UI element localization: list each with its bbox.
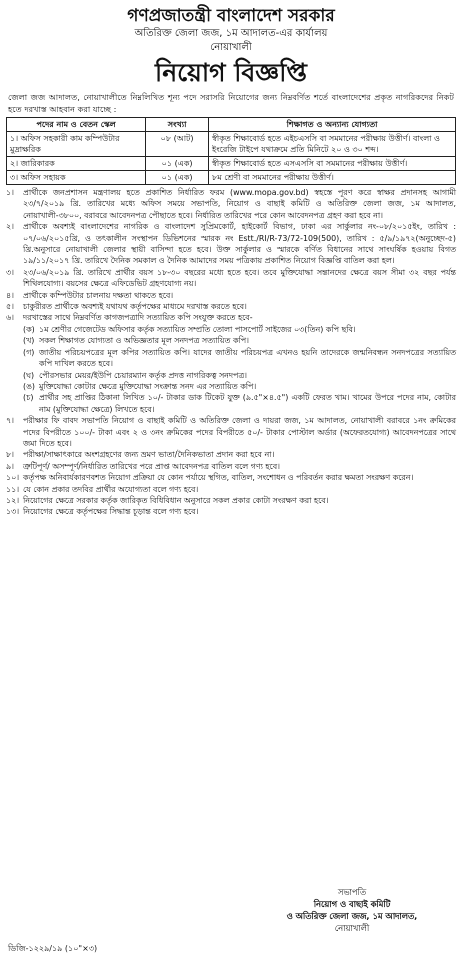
list-item <box>6 484 456 495</box>
sub-text: মুক্তিযোদ্ধা কোটার ক্ষেত্রে মুক্তিযোদ্ধা সংক্রান্ত সনদ এর সত্যায়িত কপি। <box>39 381 257 391</box>
item-number: ১৩। <box>6 507 20 517</box>
list-item <box>6 506 456 517</box>
item-text: প্রার্থীকে অবশ্যই বাংলাদেশের নাগরিক ও বাংলাদেশ সুপ্রিমকোর্ট, হাইকোর্ট বিভাগ, ঢাকা এর সার্কুলার নং-০৮/২০১৫ইং, তারিখ : ০৭/০৬/২০১৫খ্রি, ও তৎকালীন সংস্থাপন ডিভিশনের স্মারক নং Estt./RI/R-73/72-109(500), তারিখ : ৫/৯/১৯৭২(অনুচ্ছেদ-৫) খ্রি.অনুসারে নোয়াখালী জেলার স্থায়ী বাসিন্দা হতে হবে। উক্ত সার্কুলার ও স্মারকে বর্ণিত বিধানের সাথে সাংঘর্ষিক হওয়ায় বিগত ১৯/১১/২০১৭ খ্রি. তারিখে দৈনিক সমকাল ও দৈনিক আমাদের সময় পত্রিকায় প্রকাশিত নিয়োগ বিজ্ঞপ্তি বাতিল করা হল। <box>23 222 456 266</box>
list-item <box>6 301 456 312</box>
item-text: নিয়োগের ক্ষেত্রে কর্তৃপক্ষের সিদ্ধান্ত চূড়ান্ত বলে গণ্য হবে। <box>23 507 199 517</box>
item-text: নিয়োগের ক্ষেত্রে সরকার কর্তৃক জারিকৃত বিধিবিধান অনুসারে সকল প্রকার কোটা সংরক্ষণ করা হবে। <box>23 495 329 505</box>
sub-item <box>23 370 456 381</box>
sub-label: (খ) <box>23 336 35 346</box>
item-number: ৭। <box>6 416 14 426</box>
list-item <box>6 461 456 472</box>
sub-text: পৌরসভার মেয়র/ইউপি চেয়ারম্যান কর্তৃক প্রদত্ত নাগরিকত্ব সনদপত্র। <box>39 370 248 380</box>
office-name: অতিরিক্ত জেলা জজ, ১ম আদালত-এর কার্যালয় <box>134 28 328 39</box>
post-count: ০১ (এক) <box>146 157 209 171</box>
table-row <box>7 171 456 185</box>
item-text: ত্রুটিপূর্ণ/ অসম্পূর্ণ/নির্ধারিত তারিখের পরে প্রাপ্ত আবেদনপত্র বাতিল বলে গণ্য হবে। <box>23 461 280 471</box>
item-number: ১। <box>6 188 14 197</box>
sub-text: ১ম শ্রেণীর গেজেটেড অফিসার কর্তৃক সত্যায়িত সম্প্রতি তোলা পাসপোর্ট সাইজের ০৩(তিন) কপি ছবি। <box>39 324 356 334</box>
sub-label: (ঙ) <box>23 381 35 391</box>
item-number: ১০। <box>6 473 20 483</box>
item-text: কর্তৃপক্ষ অনিবার্যকারণবশত নিয়োগ প্রক্রিয়া যে কোন পর্যায়ে স্থগিত, বাতিল, সংশোধন ও পরিবর্তন করার ক্ষমতা সংরক্ষণ করেন। <box>23 473 414 483</box>
table-row <box>7 132 456 157</box>
table-header-row <box>7 118 456 132</box>
column-header: সংখ্যা <box>146 118 209 132</box>
item-text <box>23 312 456 415</box>
signature-place: নোয়াখালী <box>334 923 370 933</box>
post-name: ১। অফিস সহকারী কাম কম্পিউটার মুদ্রাক্ষরিক <box>7 132 146 157</box>
list-item <box>6 187 456 221</box>
sub-item <box>23 381 456 392</box>
intro-text: জেলা জজ আদালত, নোয়াখালীতে নিম্নলিখিত শূন্য পদে সরাসরি নিয়োগের জন্য নিম্নবর্ণিত শর্তে বাংলাদেশের প্রকৃত নাগরিকদের নিকট হতে দরখাস্ত আহবান করা যাচ্ছে : <box>8 92 454 114</box>
table-row <box>7 157 456 171</box>
item-number: ৩। <box>6 267 14 277</box>
post-count: ০১ (এক) <box>146 171 209 185</box>
item-text: প্রার্থীকে কম্পিউটার চালনায় দক্ষতা থাকতে হবে। <box>23 290 174 300</box>
post-name: ৩। অফিস সহায়ক <box>7 171 146 185</box>
post-count: ০৮ (আট) <box>146 132 209 157</box>
item-number: ১১। <box>6 484 20 494</box>
list-item <box>6 221 456 267</box>
item-text: পরীক্ষা/সাক্ষাৎকারে অংশগ্রহণের জন্য ভ্রমণ ভাতা/দৈনিকভাতা প্রদান করা হবে না। <box>23 450 275 460</box>
sub-label: (চ) <box>23 393 34 403</box>
notice-title: নিয়োগ বিজ্ঞপ্তি <box>155 58 307 87</box>
item-number: ৮। <box>6 450 14 460</box>
list-item <box>6 415 456 449</box>
sub-text: সকল শিক্ষাগত যোগ্যতা ও অভিজ্ঞতার মূল সনদপত্র সত্যায়িত কপি। <box>39 336 249 346</box>
sub-item <box>23 335 456 346</box>
government-name: গণপ্রজাতন্ত্রী বাংলাদেশ সরকার <box>127 6 335 26</box>
list-item <box>6 495 456 506</box>
item-number: ৫। <box>6 302 14 312</box>
post-qualification: স্বীকৃত শিক্ষাবোর্ড হতে এইচএসসি বা সমমানের পরীক্ষায় উত্তীর্ণ। বাংলা ও ইংরেজি টাইপে যথাক্রমে প্রতি মিনিটে ২০ ও ৩০ শব্দ। <box>209 132 456 157</box>
sub-label: (ক) <box>23 324 35 334</box>
list-item <box>6 267 456 290</box>
item-number: ৯। <box>6 461 14 471</box>
list-item <box>6 290 456 301</box>
sub-item <box>23 347 456 370</box>
posts-table <box>6 117 456 185</box>
reference-code: ডিজি-১২২৯/১৯ (১০"×৩) <box>8 944 98 953</box>
sub-label: (গ) <box>23 347 35 357</box>
item-text: যে কোন প্রকার তদবির প্রার্থীর অযোগ্যতা বলে গণ্য হবে। <box>23 484 199 494</box>
list-item <box>6 472 456 483</box>
item-number: ২। <box>6 222 14 232</box>
signature-judge: ও অতিরিক্ত জেলা জজ, ১ম আদালত, <box>286 911 418 921</box>
item-text: চাকুরীরত প্রার্থীকে অবশ্যই যথাযথ কর্তৃপক্ষের মাধ্যমে দরখাস্ত করতে হবে। <box>23 302 247 312</box>
item-text: পরীক্ষার ফি বাবদ সভাপতি নিয়োগ ও বাছাই কমিটি ও অতিরিক্ত জেলা ও দায়রা জজ, ১ম আদালত, নোয়াখালী বরাবরে ১নং ক্রমিকের পদের বিপরীতে ১০০/- টাকা এবং ২ ও ৩নং ক্রমিকের পদের বিপরীতে ৫০/- টাকার পোস্টাল অর্ডার (অফেরতযোগ্য) আবেদনপত্রের সাথে জমা দিতে হবে। <box>23 416 456 448</box>
column-header: পদের নাম ও বেতন স্কেল <box>7 118 146 132</box>
header <box>6 6 456 89</box>
sub-text: প্রার্থীর সহ প্রাপ্তির ঠিকানা লিখিত ১০/- টাকার ডাক টিকেট যুক্ত (৯.৫"×৪.৫") একটি ফেরত খাম। খামের উপরে পদের নাম, কোটার নাম (মুক্তিযোদ্ধা ক্ষেত্রে) লিখতে হবে। <box>39 393 456 414</box>
conditions-list <box>6 187 456 518</box>
sub-item <box>23 324 456 335</box>
item-number: ১২। <box>6 495 20 505</box>
list-item <box>6 312 456 415</box>
post-qualification: ৮ম শ্রেণী বা সমমানের পরীক্ষায় উত্তীর্ণ। <box>209 171 456 185</box>
item-text: ২৩/০৬/২০১৯ খ্রি. তারিখে প্রার্থীর বয়স ১৮-৩০ বছরের মধ্যে হতে হবে। তবে মুক্তিযোদ্ধা সন্তানদের ক্ষেত্রে বয়স সীমা ৩২ বছর পর্যন্ত শিথিলযোগ্য। বয়সের ক্ষেত্রে এফিডেভিট গ্রহণযোগ্য নয়। <box>23 267 456 289</box>
district-name: নোয়াখালী <box>210 42 252 53</box>
list-item <box>6 449 456 460</box>
sub-text: জাতীয় পরিচয়পত্রের মূল কপির সত্যায়িত কপি। যাদের জাতীয় পরিচয়পত্র এখনও হয়নি তাদেরকে জন্মনিবন্ধন সনদপত্রের সত্যায়িত কপি দাখিল করতে হবে। <box>39 347 456 369</box>
signature-block <box>252 886 452 934</box>
signature-role: সভাপতি <box>337 887 367 897</box>
post-name: ২। জারিকারক <box>7 157 146 171</box>
signature-committee: নিয়োগ ও বাছাই কমিটি <box>313 899 391 909</box>
sub-label: (ঘ) <box>23 370 35 380</box>
post-qualification: স্বীকৃত শিক্ষাবোর্ড হতে এসএসসি বা সমমানের পরীক্ষায় উত্তীর্ণ। <box>209 157 456 171</box>
column-header: শিক্ষাগত ও অন্যান্য যোগ্যতা <box>209 118 456 132</box>
item-number: ৬। <box>6 313 14 323</box>
item-number: ৪। <box>6 290 14 300</box>
item-lead: দরখাস্তের সাথে নিম্নবর্ণিত কাগজপত্রাদি সত্যায়িত কপি সংযুক্ত করতে হবে- <box>23 313 253 323</box>
item-text: প্রার্থীকে জনপ্রশাসন মন্ত্রণালয় হতে প্রকাশিত নির্ধারিত ফরম (www.mopa.gov.bd) স্বহস্তে পূরণ করে স্বাক্ষর প্রদানসহ আগামী ২৩/৭/২০১৯ খ্রি. তারিখের মধ্যে অফিস সময়ে সভাপতি, নিয়োগ ও বাছাই কমিটি ও অতিরিক্ত জেলা জজ, ১ম আদালত, নোয়াখালী-৩৮০০, বরাবরে আবেদনপত্র পৌছাতে হবে। নির্ধারিত তারিখের পরে কোন আবেদনপত্র গ্রহণ করা হবে না। <box>23 188 456 220</box>
sub-item <box>23 392 456 415</box>
